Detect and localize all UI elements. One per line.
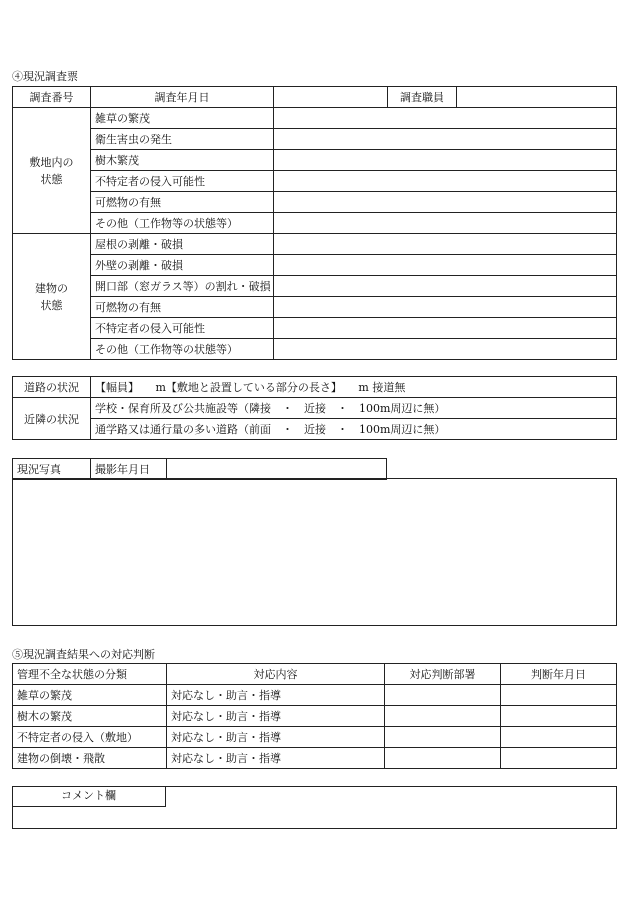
building-item: 不特定者の侵入可能性 (91, 318, 274, 339)
response-category: 樹木の繁茂 (13, 706, 167, 727)
road-neighbor-table (12, 376, 617, 440)
response-date-value[interactable] (501, 748, 617, 769)
response-category: 雑草の繁茂 (13, 685, 167, 706)
response-action[interactable]: 対応なし・助言・指導 (167, 727, 385, 748)
survey-header-row (13, 87, 617, 108)
neighbor-status-label: 近隣の状況 (13, 398, 91, 440)
site-item-value[interactable] (274, 213, 617, 234)
response-header-date: 判断年月日 (501, 664, 617, 685)
response-department-value[interactable] (385, 706, 501, 727)
site-item-value[interactable] (274, 171, 617, 192)
section5-title: ⑤現況調査結果への対応判断 (12, 648, 155, 661)
building-item: 屋根の剥離・破損 (91, 234, 274, 255)
response-category: 不特定者の侵入（敷地） (13, 727, 167, 748)
survey-number-label: 調査番号 (13, 87, 91, 108)
survey-table (12, 86, 617, 360)
site-item: 可燃物の有無 (91, 192, 274, 213)
photo-date-label: 撮影年月日 (91, 459, 167, 480)
response-department-value[interactable] (385, 748, 501, 769)
building-item-value[interactable] (274, 318, 617, 339)
survey-staff-value[interactable] (457, 87, 617, 108)
table-row (13, 727, 617, 748)
building-item-value[interactable] (274, 339, 617, 360)
photo-date-value[interactable] (167, 459, 387, 480)
response-table (12, 663, 617, 769)
table-row (13, 748, 617, 769)
building-item-value[interactable] (274, 297, 617, 318)
response-date-value[interactable] (501, 706, 617, 727)
response-department-value[interactable] (385, 685, 501, 706)
site-item-value[interactable] (274, 108, 617, 129)
response-category: 建物の倒壊・飛散 (13, 748, 167, 769)
photo-area[interactable] (12, 478, 617, 626)
building-item: 可燃物の有無 (91, 297, 274, 318)
section4-title: ④現況調査票 (12, 70, 78, 83)
site-item-value[interactable] (274, 192, 617, 213)
site-item: 衛生害虫の発生 (91, 129, 274, 150)
road-status-label: 道路の状況 (13, 377, 91, 398)
building-item-value[interactable] (274, 234, 617, 255)
response-header-category: 管理不全な状態の分類 (13, 664, 167, 685)
site-item-value[interactable] (274, 129, 617, 150)
building-item: その他（工作物等の状態等） (91, 339, 274, 360)
response-header-action: 対応内容 (167, 664, 385, 685)
response-department-value[interactable] (385, 727, 501, 748)
building-status-label: 建物の 状態 (13, 234, 91, 360)
response-action[interactable]: 対応なし・助言・指導 (167, 706, 385, 727)
table-row (13, 685, 617, 706)
road-status-text[interactable]: 【幅員】 m【敷地と設置している部分の長さ】 m 接道無 (91, 377, 617, 398)
neighbor-row-road[interactable]: 通学路又は通行量の多い道路（前面 ・ 近接 ・ 100m周辺に無） (91, 419, 617, 440)
response-header-department: 対応判断部署 (385, 664, 501, 685)
photo-header-table (12, 458, 387, 480)
table-row (13, 706, 617, 727)
neighbor-row-school[interactable]: 学校・保育所及び公共施設等（隣接 ・ 近接 ・ 100m周辺に無） (91, 398, 617, 419)
response-header-row (13, 664, 617, 685)
response-action[interactable]: 対応なし・助言・指導 (167, 685, 385, 706)
survey-staff-label: 調査職員 (388, 87, 457, 108)
survey-date-label: 調査年月日 (91, 87, 274, 108)
response-date-value[interactable] (501, 685, 617, 706)
site-item: その他（工作物等の状態等） (91, 213, 274, 234)
response-date-value[interactable] (501, 727, 617, 748)
building-item-value[interactable] (274, 276, 617, 297)
site-item-value[interactable] (274, 150, 617, 171)
site-status-label: 敷地内の 状態 (13, 108, 91, 234)
building-item: 開口部（窓ガラス等）の割れ・破損 (91, 276, 274, 297)
survey-date-value[interactable] (274, 87, 388, 108)
building-item: 外壁の剥離・破損 (91, 255, 274, 276)
photo-label: 現況写真 (13, 459, 91, 480)
site-item: 不特定者の侵入可能性 (91, 171, 274, 192)
site-item: 樹木繁茂 (91, 150, 274, 171)
response-action[interactable]: 対応なし・助言・指導 (167, 748, 385, 769)
comment-label: コメント欄 (12, 786, 166, 807)
site-item: 雑草の繁茂 (91, 108, 274, 129)
building-item-value[interactable] (274, 255, 617, 276)
